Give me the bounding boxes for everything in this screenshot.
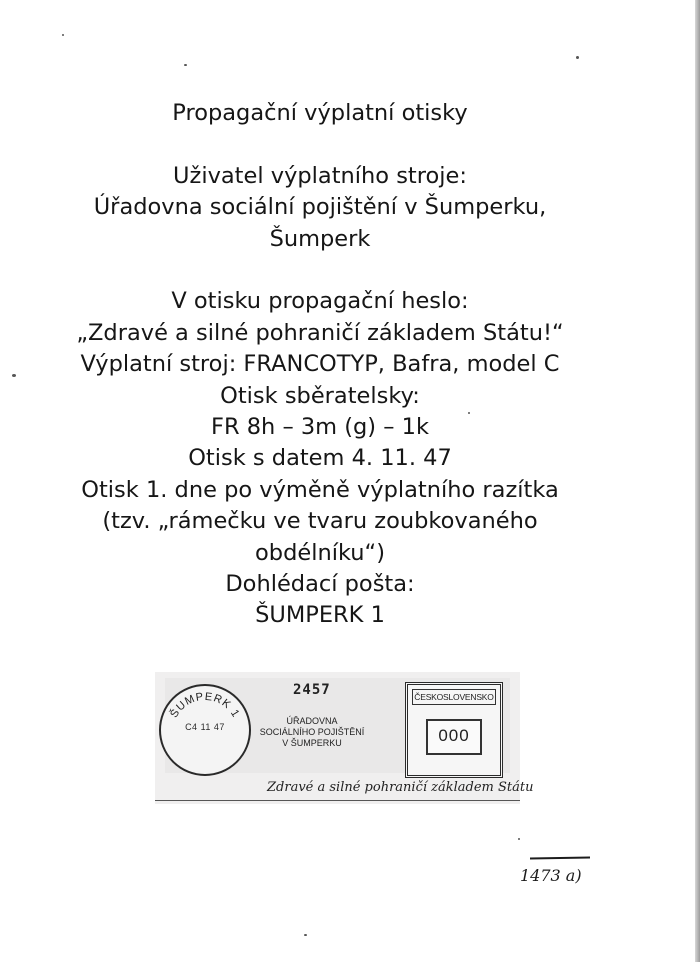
meter-stamp-image <box>155 672 534 804</box>
note-line2: (tzv. „rámečku ve tvaru zoubkovaného <box>102 508 538 535</box>
user-name-line1: Úřadovna sociální pojištění v Šumperku, <box>93 194 547 221</box>
stamp-value: 000 <box>438 726 470 745</box>
postmark-date: C4 11 47 <box>185 722 225 732</box>
scan-speck <box>518 838 520 840</box>
user-label: Uživatel výplatního stroje: <box>173 162 467 189</box>
user-name-line2: Šumperk <box>269 225 371 252</box>
postmark-town: ŠUMPERK 1 <box>168 690 242 721</box>
machine-number: 2457 <box>293 682 331 698</box>
note-line1: Otisk 1. dne po výměně výplatního razítka <box>81 476 559 503</box>
slogan-text: „Zdravé a silné pohraničí základem Státu!“ <box>76 319 564 346</box>
scan-edge <box>695 0 700 962</box>
handwritten-overline <box>530 856 590 859</box>
postmark-circle <box>159 684 251 776</box>
note-line3: obdélníku“) <box>255 539 385 566</box>
sender-line3: V ŠUMPERKU <box>282 738 342 748</box>
scan-speck <box>62 34 64 36</box>
stamp-slogan: Zdravé a silné pohraničí základem Státu <box>267 780 534 795</box>
sender-line1: ÚŘADOVNA <box>286 716 338 726</box>
svg-text:ŠUMPERK 1 <box>167 691 242 720</box>
scan-speck <box>184 64 187 66</box>
slogan-label: V otisku propagační heslo: <box>171 288 469 315</box>
value-box <box>426 719 482 755</box>
document-text <box>0 98 640 632</box>
value-frame <box>405 682 503 778</box>
collector-label: Otisk sběratelsky: <box>220 382 420 409</box>
machine-info: Výplatní stroj: FRANCOTYP, Bafra, model C <box>80 351 560 378</box>
handwritten-note: 1473 a) <box>520 866 582 885</box>
page-title: Propagační výplatní otisky <box>172 100 468 126</box>
post-name: ŠUMPERK 1 <box>255 602 385 629</box>
sender-line2: SOCIÁLNÍHO POJIŠTĚNÍ <box>259 727 365 737</box>
date-line: Otisk s datem 4. 11. 47 <box>188 445 452 472</box>
scan-speck <box>304 934 307 936</box>
post-label: Dohlédací pošta: <box>225 571 415 598</box>
value-line: FR 8h – 3m (g) – 1k <box>211 414 429 441</box>
sender-block <box>247 716 377 749</box>
country-label: ČESKOSLOVENSKO <box>412 689 496 705</box>
scan-speck <box>576 56 579 59</box>
